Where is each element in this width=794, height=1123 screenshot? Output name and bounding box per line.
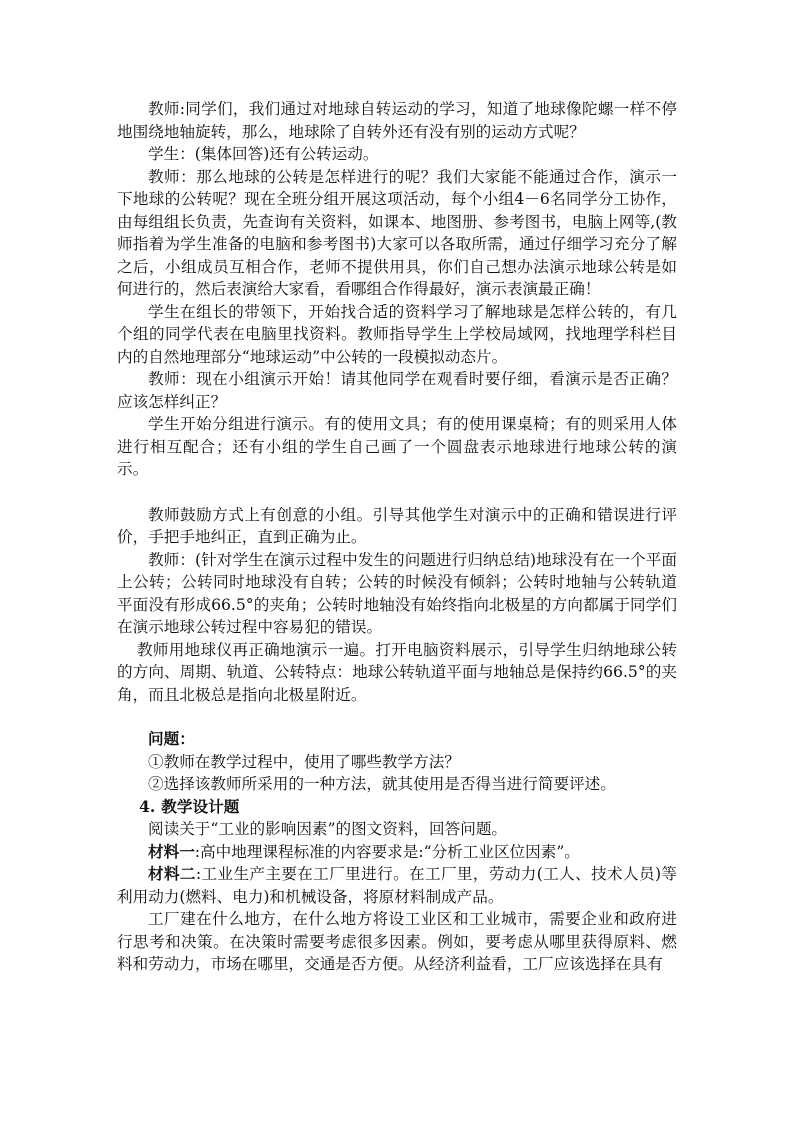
section-4-heading bbox=[117, 796, 677, 819]
paragraph-teacher-encourage: 教师鼓励方式上有创意的小组。引导其他学生对演示中的正确和错误进行评价，手把手地纠正，直到正确为止。 bbox=[117, 505, 677, 546]
section-number: 4. bbox=[139, 796, 156, 816]
document-page bbox=[117, 98, 677, 976]
paragraph-student-answer: 学生：(集体回答)还有公转运动。 bbox=[148, 145, 379, 163]
questions-heading: 问题： bbox=[148, 729, 195, 748]
section-title: 教学设计题 bbox=[161, 796, 240, 816]
paragraph-student-demo: 学生开始分组进行演示。有的使用文具；有的使用课桌椅；有的则采用人体进行相互配合；还有小组的学生自己画了一个圆盘表示地球进行地球公转的演示。 bbox=[117, 415, 677, 478]
question-2: ②选择该教师所采用的一种方法，就其使用是否得当进行简要评述。 bbox=[148, 775, 616, 793]
paragraph-teacher-task: 教师：那么地球的公转是怎样进行的呢？我们大家能不能通过合作，演示一下地球的公转呢？现在全班分组开展这项活动，每个小组4－6名同学分工协作，由每组组长负责，先查询有关资料，如课本、地图册、参考图书，电脑上网等,(教师指着为学生准备的电脑和参考图书)大家可以各取所需，通过仔细学习充分了解之后，小组成员互相合作，老师不提供用具，你们自己想办法演示地球公转是如何进行的，然后表演给大家看，看哪组合作得最好，演示表演最正确！ bbox=[117, 167, 677, 298]
material-1-label: 材料一 bbox=[148, 841, 195, 861]
paragraph-student-research: 学生在组长的带领下，开始找合适的资料学习了解地球是怎样公转的，有几个组的同学代表在电脑里找资料。教师指导学生上学校局域网，找地理学科栏目内的自然地理部分“地球运动”中公转的一段模拟动态片。 bbox=[117, 302, 677, 366]
material-2-text: :工业生产主要在工厂里进行。在工厂里，劳动力(工人、技术人员)等利用动力(燃料、电力)和机械设备，将原材料制成产品。 bbox=[117, 865, 677, 906]
spacer bbox=[117, 706, 677, 728]
section-intro: 阅读关于“工业的影响因素”的图文资料，回答问题。 bbox=[148, 820, 508, 838]
paragraph-teacher-intro: 教师:同学们，我们通过对地球自转运动的学习，知道了地球像陀螺一样不停地围绕地轴旋转，那么，地球除了自转外还有没有别的运动方式呢？ bbox=[117, 100, 677, 141]
question-1: ①教师在教学过程中，使用了哪些教学方法？ bbox=[148, 752, 460, 771]
spacer bbox=[117, 481, 677, 504]
paragraph-teacher-globe: 教师用地球仪再正确地演示一遍。打开电脑资料展示，引导学生归纳地球公转的方向、周期、轨道、公转特点：地球公转轨道平面与地轴总是保持约66.5°的夹角，而且北极总是指向北极星附近。 bbox=[117, 640, 677, 704]
material-1-text: :高中地理课程标准的内容要求是:“分析工业区位因素”。 bbox=[194, 842, 580, 861]
material-1 bbox=[117, 841, 677, 864]
paragraph-factory-location: 工厂建在什么地方，在什么地方将设工业区和工业城市，需要企业和政府进行思考和决策。在决策时需要考虑很多因素。例如，要考虑从哪里获得原料、燃料和劳动力，市场在哪里，交通是否方便。从经济利益看，工厂应该选择在具有 bbox=[117, 910, 677, 973]
material-2-label: 材料二 bbox=[148, 864, 196, 883]
paragraph-teacher-start: 教师：现在小组演示开始！请其他同学在观看时要仔细，看演示是否正确？应该怎样纠正？ bbox=[117, 370, 677, 411]
material-2 bbox=[117, 863, 677, 908]
paragraph-teacher-summary: 教师：(针对学生在演示过程中发生的问题进行归纳总结)地球没有在一个平面上公转；公转同时地球没有自转；公转的时候没有倾斜；公转时地轴与公转轨道平面没有形成66.5°的夹角；公转时地轴没有始终指向北极星的方向都属于同学们在演示地球公转过程中容易犯的错误。 bbox=[117, 550, 677, 636]
